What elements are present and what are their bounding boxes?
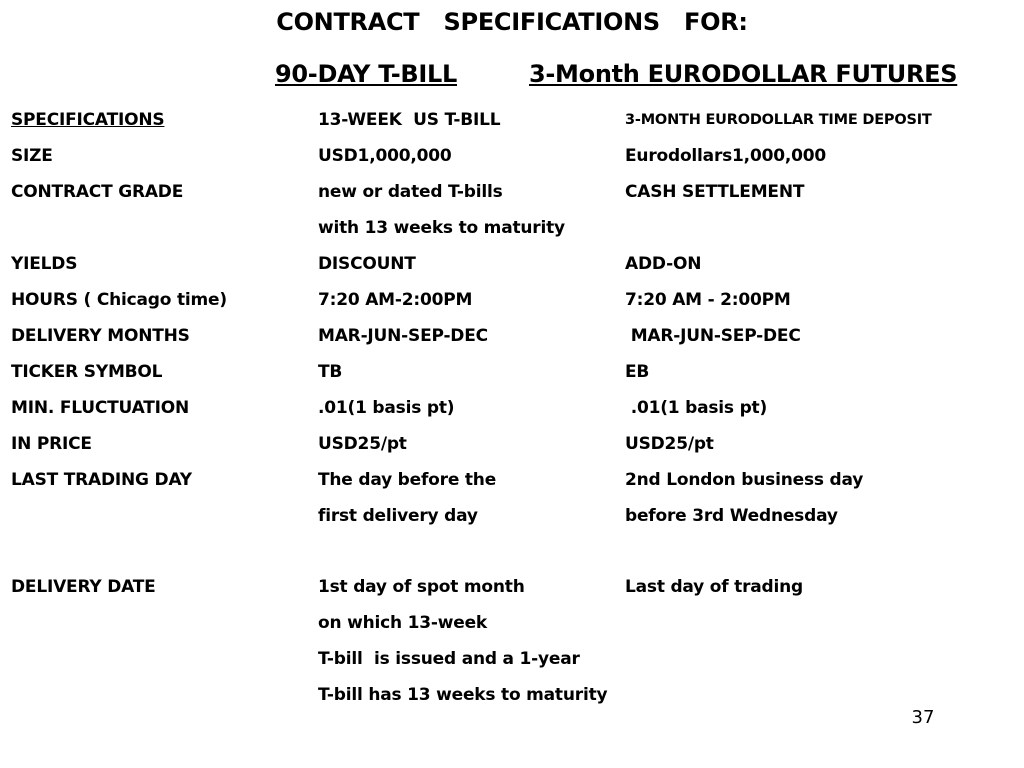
- tbill-value: T-bill is issued and a 1-year: [318, 649, 580, 669]
- spec-row-last-trading-day-cont: [0, 506, 1024, 530]
- tbill-value: 7:20 AM-2:00PM: [318, 290, 473, 310]
- spec-row-hours: [0, 290, 1024, 314]
- spec-row-delivery-date-cont-1: [0, 613, 1024, 637]
- tbill-value: .01(1 basis pt): [318, 398, 455, 418]
- tbill-value: The day before the: [318, 470, 497, 490]
- tbill-value: DISCOUNT: [318, 254, 416, 274]
- spec-label: SIZE: [11, 146, 53, 166]
- spec-row-specifications: [0, 110, 1024, 134]
- spec-row-delivery-date-cont-2: [0, 649, 1024, 673]
- eurodollar-value: EB: [625, 362, 650, 382]
- spec-row-ticker-symbol: [0, 362, 1024, 386]
- tbill-value: 13-WEEK US T-BILL: [318, 110, 501, 130]
- spec-label: CONTRACT GRADE: [11, 182, 184, 202]
- tbill-value: USD25/pt: [318, 434, 407, 454]
- eurodollar-value: 3-MONTH EURODOLLAR TIME DEPOSIT: [625, 112, 932, 128]
- spec-label: YIELDS: [11, 254, 78, 274]
- tbill-value: TB: [318, 362, 343, 382]
- eurodollar-value: 2nd London business day: [625, 470, 864, 490]
- spec-label: IN PRICE: [11, 434, 92, 454]
- spec-row-delivery-date-cont-3: [0, 685, 1024, 709]
- spec-label: MIN. FLUCTUATION: [11, 398, 190, 418]
- spec-label: DELIVERY DATE: [11, 577, 156, 597]
- spec-row-delivery-months: [0, 326, 1024, 350]
- spec-row-min-fluctuation: [0, 398, 1024, 422]
- eurodollar-value: USD25/pt: [625, 434, 714, 454]
- tbill-value: 1st day of spot month: [318, 577, 525, 597]
- spec-label: LAST TRADING DAY: [11, 470, 192, 490]
- spec-row-contract-grade: [0, 182, 1024, 206]
- tbill-value: USD1,000,000: [318, 146, 452, 166]
- spec-row-contract-grade-cont: [0, 218, 1024, 242]
- eurodollar-value: .01(1 basis pt): [625, 398, 768, 418]
- eurodollar-value: Eurodollars1,000,000: [625, 146, 826, 166]
- spec-row-last-trading-day: [0, 470, 1024, 494]
- tbill-value: MAR-JUN-SEP-DEC: [318, 326, 488, 346]
- eurodollar-value: before 3rd Wednesday: [625, 506, 838, 526]
- spec-row-yields: [0, 254, 1024, 278]
- eurodollar-value: MAR-JUN-SEP-DEC: [625, 326, 801, 346]
- subtitle-tbill: 90-DAY T-BILL: [275, 60, 458, 88]
- eurodollar-value: 7:20 AM - 2:00PM: [625, 290, 791, 310]
- spec-row-in-price: [0, 434, 1024, 458]
- spec-row-size: [0, 146, 1024, 170]
- spec-label: DELIVERY MONTHS: [11, 326, 190, 346]
- eurodollar-value: Last day of trading: [625, 577, 804, 597]
- tbill-value: first delivery day: [318, 506, 478, 526]
- eurodollar-value: CASH SETTLEMENT: [625, 182, 805, 202]
- subtitle-eurodollar: 3-Month EURODOLLAR FUTURES: [529, 60, 958, 88]
- spec-label: HOURS ( Chicago time): [11, 290, 227, 310]
- tbill-value: with 13 weeks to maturity: [318, 218, 565, 238]
- tbill-value: on which 13-week: [318, 613, 488, 633]
- page-title: CONTRACT SPECIFICATIONS FOR:: [276, 8, 748, 36]
- spec-label: TICKER SYMBOL: [11, 362, 163, 382]
- page-number: 37: [911, 707, 935, 728]
- eurodollar-value: ADD-ON: [625, 254, 702, 274]
- tbill-value: new or dated T-bills: [318, 182, 503, 202]
- tbill-value: T-bill has 13 weeks to maturity: [318, 685, 608, 705]
- spec-row-delivery-date: [0, 577, 1024, 601]
- spec-label: SPECIFICATIONS: [11, 110, 165, 130]
